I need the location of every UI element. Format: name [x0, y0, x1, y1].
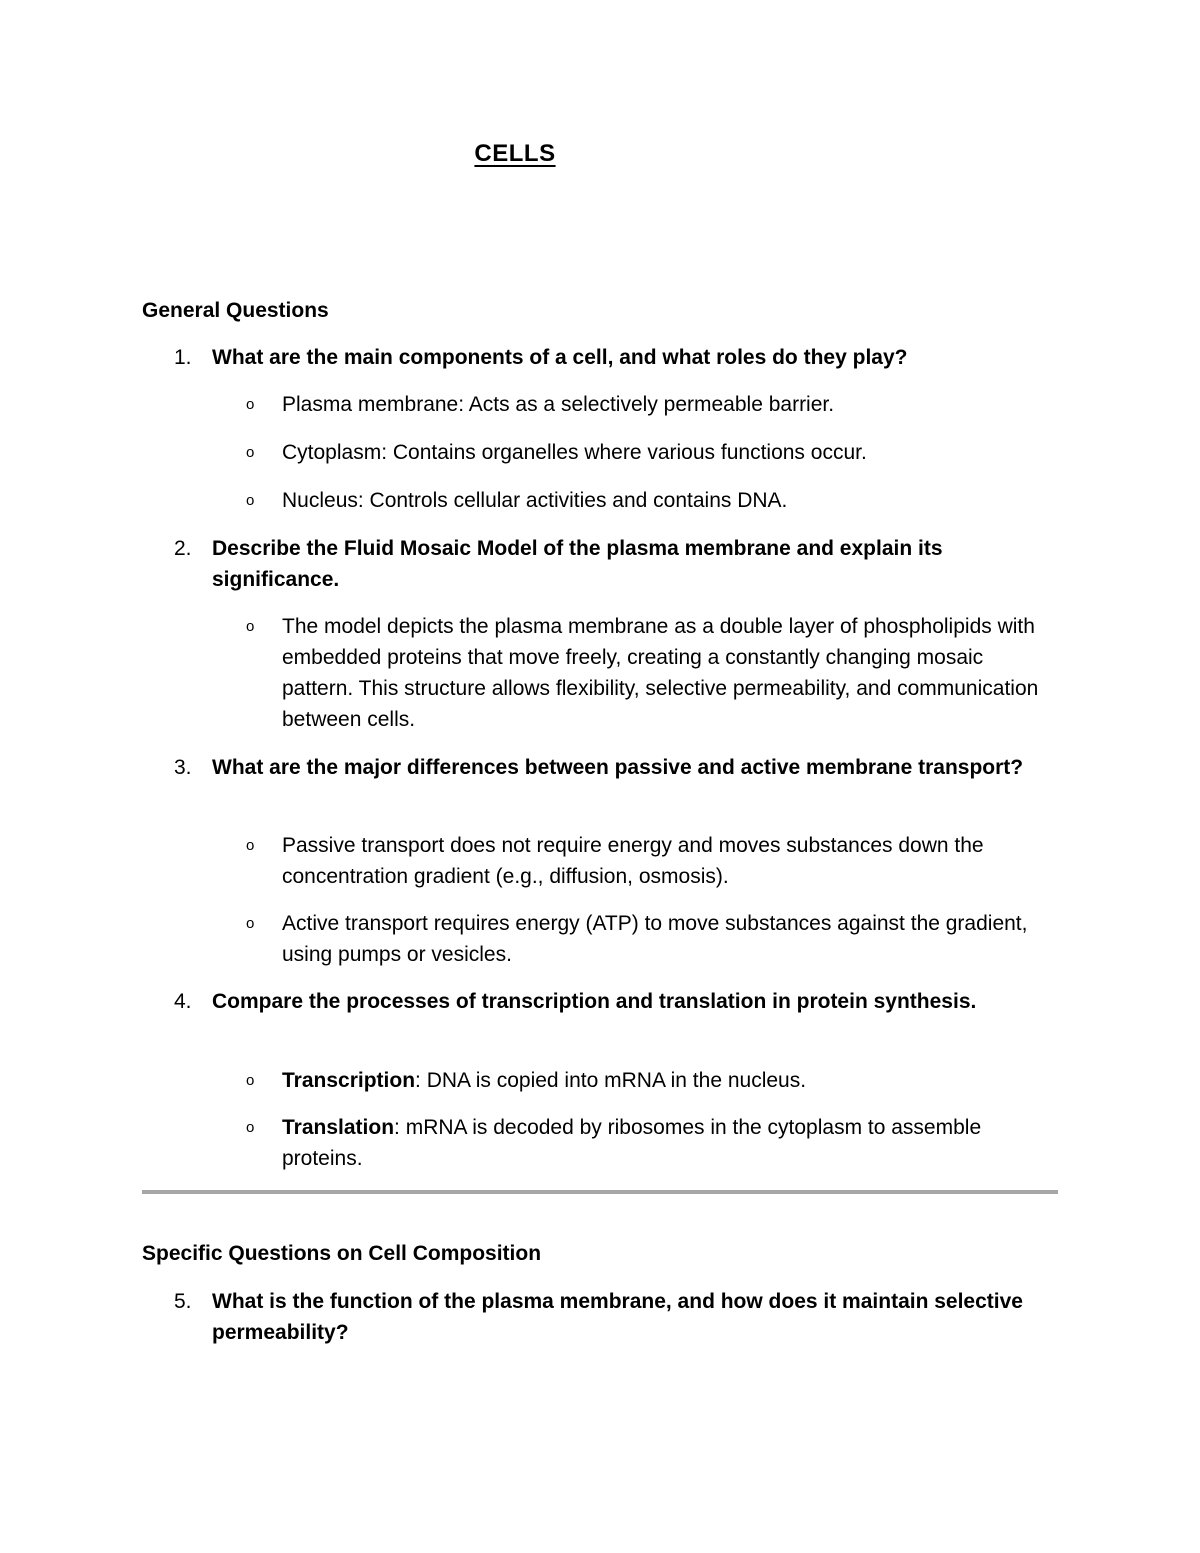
answer-item: [246, 830, 1046, 892]
answer-term: Transcription: [282, 1069, 416, 1092]
question-number: 1.: [174, 346, 192, 369]
bullet-icon: o: [246, 396, 255, 413]
answer-item: [246, 389, 1046, 420]
question-number: 5.: [174, 1290, 192, 1313]
answer-definition: : mRNA is decoded by ribosomes in the cytoplasm to assemble proteins.: [282, 1116, 982, 1170]
question-text: Compare the processes of transcription and translation in protein synthesis.: [212, 990, 977, 1013]
answer-item: [246, 485, 1046, 516]
answer-item: [246, 1065, 1046, 1096]
bullet-icon: o: [246, 444, 255, 461]
section-divider: [142, 1190, 1058, 1194]
question-text: Describe the Fluid Mosaic Model of the plasma membrane and explain its significance.: [212, 537, 943, 591]
answer-text: Passive transport does not require energy and moves substances down the concentration gradient (e.g., diffusion, osmosis).: [282, 834, 984, 888]
answer-item: [246, 1112, 1046, 1174]
question-text: What is the function of the plasma membrane, and how does it maintain selective permeability?: [212, 1290, 1023, 1344]
answer-text: Nucleus: Controls cellular activities and contains DNA.: [282, 489, 788, 512]
bullet-icon: o: [246, 915, 255, 932]
question-5: [142, 1286, 1042, 1348]
question-1: [142, 342, 1042, 373]
answer-text: Plasma membrane: Acts as a selectively permeable barrier.: [282, 393, 835, 416]
section-heading-specific: Specific Questions on Cell Composition: [142, 1242, 542, 1265]
bullet-icon: o: [246, 1119, 255, 1136]
answer-text: Active transport requires energy (ATP) to move substances against the gradient, using pumps or vesicles.: [282, 912, 1028, 966]
page-title: CELLS: [474, 140, 556, 167]
answer-definition: : DNA is copied into mRNA in the nucleus.: [415, 1069, 807, 1092]
question-number: 4.: [174, 990, 192, 1013]
question-4: [142, 986, 1042, 1017]
answer-item: [246, 437, 1046, 468]
answer-item: [246, 611, 1046, 735]
question-text: What are the main components of a cell, and what roles do they play?: [212, 346, 908, 369]
bullet-icon: o: [246, 492, 255, 509]
question-number: 3.: [174, 756, 192, 779]
answer-text: [282, 1112, 1046, 1174]
answer-text: [282, 1065, 1046, 1096]
section-heading-general: General Questions: [142, 299, 329, 322]
question-2: [142, 533, 1042, 595]
answer-term: Translation: [282, 1116, 395, 1139]
answer-text: Cytoplasm: Contains organelles where various functions occur.: [282, 441, 867, 464]
question-text: What are the major differences between passive and active membrane transport?: [212, 756, 1024, 779]
answer-text: The model depicts the plasma membrane as a double layer of phospholipids with embedded proteins that move freely, creating a constantly changing mosaic pattern. This structure allows flexibility, selective permeability, and communication between cells.: [282, 615, 1039, 731]
bullet-icon: o: [246, 618, 255, 635]
question-number: 2.: [174, 537, 192, 560]
bullet-icon: o: [246, 837, 255, 854]
bullet-icon: o: [246, 1072, 255, 1089]
question-3: [142, 752, 1042, 783]
answer-item: [246, 908, 1046, 970]
